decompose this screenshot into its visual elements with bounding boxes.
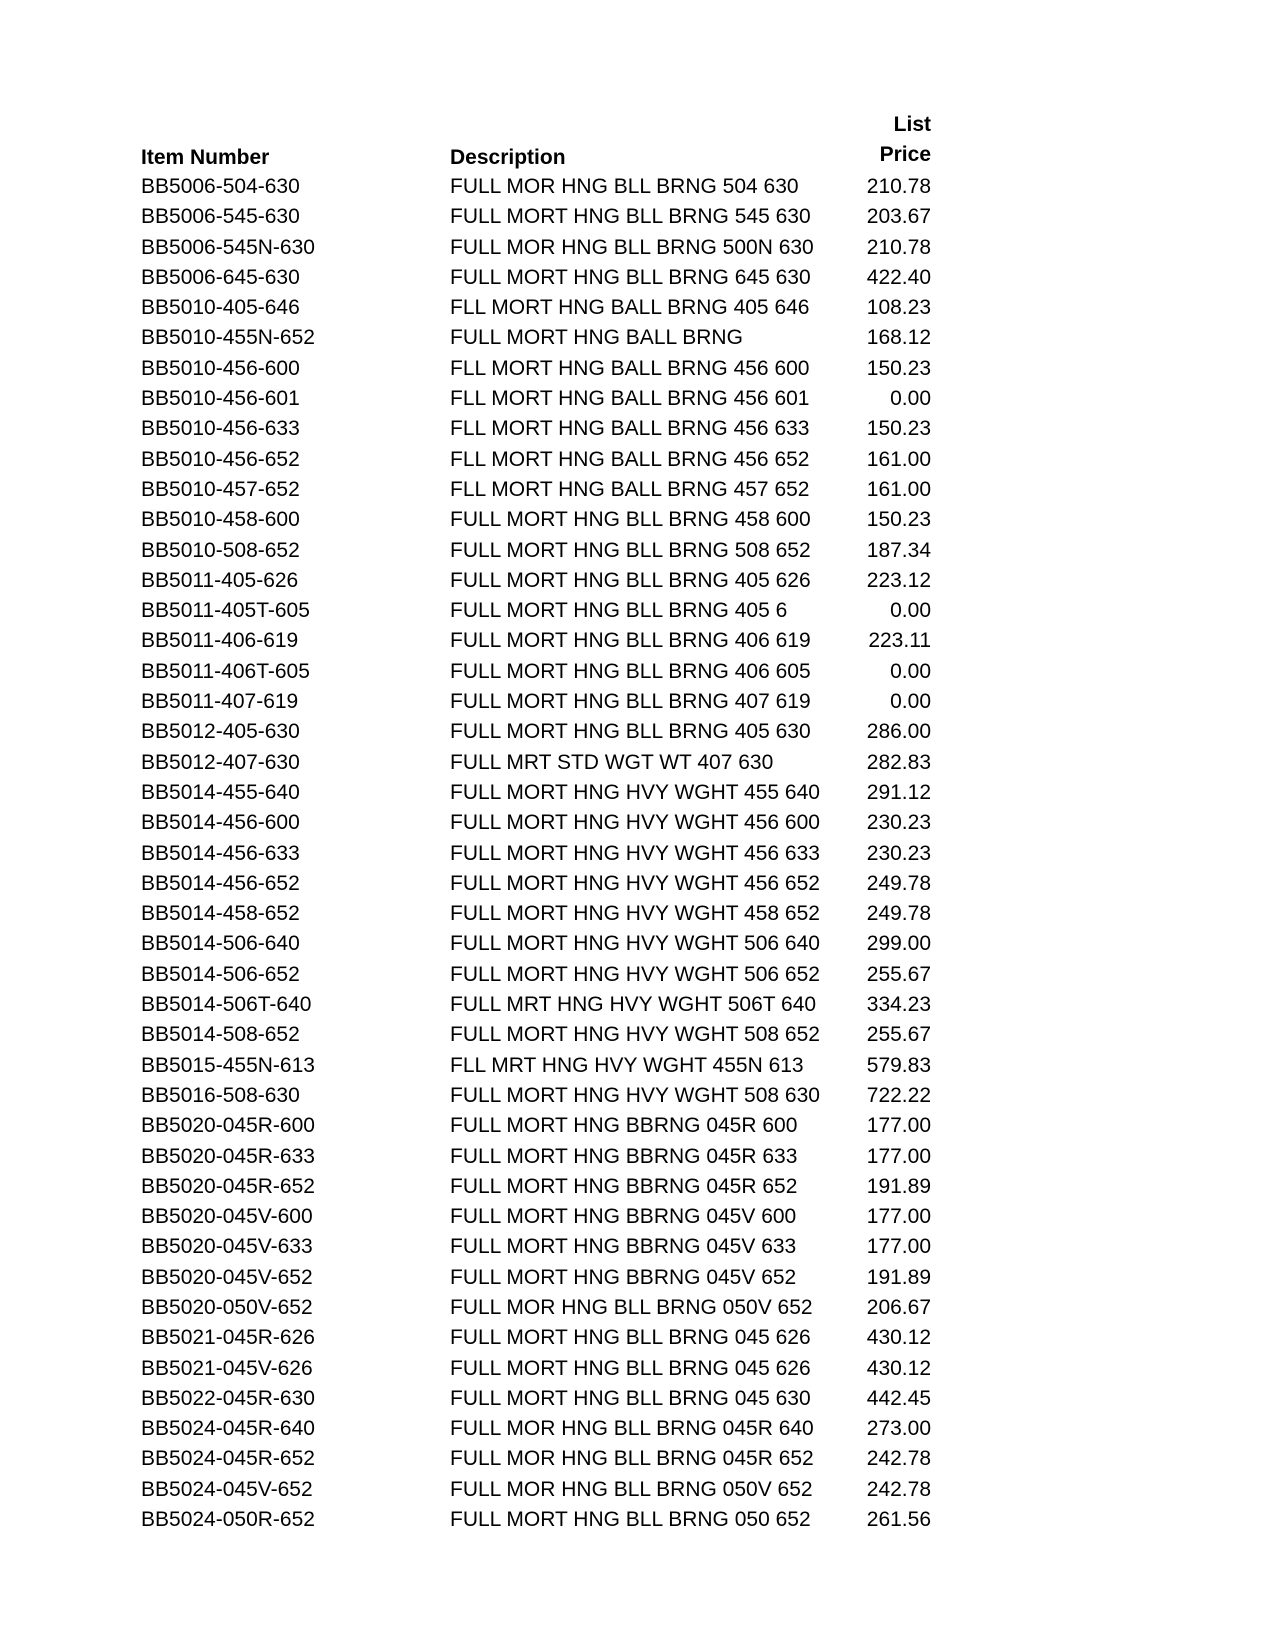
table-row xyxy=(141,566,931,596)
table-row xyxy=(141,1475,931,1505)
list-price-cell: 249.78 xyxy=(866,902,931,926)
item-number-cell: BB5006-545N-630 xyxy=(141,235,315,259)
item-number-cell: BB5020-045V-633 xyxy=(141,1235,313,1259)
item-number-cell: BB5011-406T-605 xyxy=(141,659,310,683)
item-number-cell: BB5010-456-652 xyxy=(141,447,300,471)
table-row xyxy=(141,354,931,384)
header-description: Description xyxy=(450,146,566,169)
description-cell: FULL MORT HNG HVY WGHT 458 652 xyxy=(450,902,820,926)
item-number-cell: BB5024-045R-640 xyxy=(141,1417,315,1441)
item-number-cell: BB5014-506-640 xyxy=(141,932,300,956)
description-cell: FULL MORT HNG BLL BRNG 050 652 xyxy=(450,1508,811,1532)
table-row xyxy=(141,839,931,869)
price-list-table xyxy=(141,112,931,1535)
description-cell: FLL MORT HNG BALL BRNG 457 652 xyxy=(450,477,810,501)
list-price-cell: 282.83 xyxy=(866,750,931,774)
description-cell: FULL MORT HNG HVY WGHT 508 630 xyxy=(450,1083,820,1107)
item-number-cell: BB5014-506-652 xyxy=(141,962,300,986)
list-price-cell: 177.00 xyxy=(866,1144,931,1168)
item-number-cell: BB5010-508-652 xyxy=(141,538,300,562)
table-row xyxy=(141,475,931,505)
table-header xyxy=(141,112,931,172)
item-number-cell: BB5014-456-633 xyxy=(141,841,300,865)
description-cell: FULL MORT HNG HVY WGHT 456 652 xyxy=(450,871,820,895)
description-cell: FULL MORT HNG BBRNG 045V 652 xyxy=(450,1265,797,1289)
description-cell: FULL MOR HNG BLL BRNG 500N 630 xyxy=(450,235,814,259)
item-number-cell: BB5012-407-630 xyxy=(141,750,300,774)
list-price-cell: 242.78 xyxy=(866,1447,931,1471)
list-price-cell: 150.23 xyxy=(866,417,931,441)
description-cell: FULL MRT HNG HVY WGHT 506T 640 xyxy=(450,993,817,1017)
item-number-cell: BB5014-508-652 xyxy=(141,1023,300,1047)
description-cell: FLL MORT HNG BALL BRNG 456 633 xyxy=(450,417,810,441)
description-cell: FULL MORT HNG BLL BRNG 508 652 xyxy=(450,538,811,562)
list-price-cell: 430.12 xyxy=(866,1326,931,1350)
table-row xyxy=(141,960,931,990)
table-row xyxy=(141,263,931,293)
table-row xyxy=(141,1111,931,1141)
table-row xyxy=(141,1142,931,1172)
list-price-cell: 150.23 xyxy=(866,356,931,380)
table-row xyxy=(141,1172,931,1202)
item-number-cell: BB5020-045V-652 xyxy=(141,1265,313,1289)
item-number-cell: BB5010-405-646 xyxy=(141,296,300,320)
list-price-cell: 177.00 xyxy=(866,1205,931,1229)
list-price-cell: 442.45 xyxy=(866,1386,931,1410)
header-item-number: Item Number xyxy=(141,146,270,169)
description-cell: FLL MORT HNG BALL BRNG 456 600 xyxy=(450,356,810,380)
table-row xyxy=(141,1051,931,1081)
description-cell: FULL MOR HNG BLL BRNG 050V 652 xyxy=(450,1295,813,1319)
table-row xyxy=(141,1384,931,1414)
description-cell: FULL MORT HNG BLL BRNG 405 626 xyxy=(450,568,811,592)
table-row xyxy=(141,717,931,747)
table-row xyxy=(141,323,931,353)
description-cell: FULL MORT HNG BLL BRNG 645 630 xyxy=(450,265,811,289)
description-cell: FULL MOR HNG BLL BRNG 050V 652 xyxy=(450,1477,813,1501)
description-cell: FULL MORT HNG BBRNG 045R 600 xyxy=(450,1114,798,1138)
table-row xyxy=(141,808,931,838)
item-number-cell: BB5010-456-633 xyxy=(141,417,300,441)
item-number-cell: BB5024-050R-652 xyxy=(141,1508,315,1532)
list-price-cell: 223.11 xyxy=(868,629,931,653)
description-cell: FULL MORT HNG HVY WGHT 506 640 xyxy=(450,932,820,956)
table-row xyxy=(141,687,931,717)
item-number-cell: BB5006-504-630 xyxy=(141,175,300,198)
list-price-cell: 177.00 xyxy=(866,1114,931,1138)
list-price-cell: 299.00 xyxy=(866,932,931,956)
item-number-cell: BB5014-506T-640 xyxy=(141,993,312,1017)
table-row xyxy=(141,748,931,778)
item-number-cell: BB5014-458-652 xyxy=(141,902,300,926)
description-cell: FLL MORT HNG BALL BRNG 456 652 xyxy=(450,447,810,471)
list-price-cell: 255.67 xyxy=(866,962,931,986)
list-price-cell: 242.78 xyxy=(866,1477,931,1501)
list-price-cell: 0.00 xyxy=(890,387,931,411)
list-price-cell: 191.89 xyxy=(866,1265,931,1289)
item-number-cell: BB5021-045V-626 xyxy=(141,1356,313,1380)
table-row xyxy=(141,1202,931,1232)
table-row xyxy=(141,1323,931,1353)
list-price-cell: 422.40 xyxy=(866,265,931,289)
item-number-cell: BB5011-405-626 xyxy=(141,568,299,592)
item-number-cell: BB5024-045V-652 xyxy=(141,1477,313,1501)
list-price-cell: 203.67 xyxy=(866,205,931,229)
list-price-cell: 286.00 xyxy=(866,720,931,744)
list-price-cell: 0.00 xyxy=(890,599,931,623)
list-price-cell: 206.67 xyxy=(866,1295,931,1319)
description-cell: FULL MORT HNG BLL BRNG 545 630 xyxy=(450,205,811,229)
item-number-cell: BB5014-456-652 xyxy=(141,871,300,895)
item-number-cell: BB5014-455-640 xyxy=(141,780,300,804)
description-cell: FULL MORT HNG HVY WGHT 506 652 xyxy=(450,962,820,986)
description-cell: FULL MORT HNG BBRNG 045R 652 xyxy=(450,1174,798,1198)
header-list-price xyxy=(811,110,931,170)
list-price-cell: 261.56 xyxy=(866,1508,931,1532)
item-number-cell: BB5020-045V-600 xyxy=(141,1205,313,1229)
list-price-cell: 177.00 xyxy=(866,1235,931,1259)
description-cell: FULL MORT HNG HVY WGHT 455 640 xyxy=(450,780,820,804)
table-row xyxy=(141,1414,931,1444)
description-cell: FULL MORT HNG BALL BRNG xyxy=(450,326,743,350)
description-cell: FULL MORT HNG BBRNG 045V 600 xyxy=(450,1205,797,1229)
table-row xyxy=(141,929,931,959)
item-number-cell: BB5010-456-600 xyxy=(141,356,300,380)
table-row xyxy=(141,505,931,535)
table-row xyxy=(141,596,931,626)
description-cell: FLL MORT HNG BALL BRNG 405 646 xyxy=(450,296,810,320)
list-price-cell: 249.78 xyxy=(866,871,931,895)
item-number-cell: BB5021-045R-626 xyxy=(141,1326,315,1350)
list-price-cell: 430.12 xyxy=(866,1356,931,1380)
item-number-cell: BB5020-045R-633 xyxy=(141,1144,315,1168)
description-cell: FLL MORT HNG BALL BRNG 456 601 xyxy=(450,387,810,411)
table-row xyxy=(141,1505,931,1535)
list-price-cell: 161.00 xyxy=(866,477,931,501)
list-price-cell: 150.23 xyxy=(866,508,931,532)
table-row xyxy=(141,233,931,263)
table-row xyxy=(141,293,931,323)
item-number-cell: BB5011-405T-605 xyxy=(141,599,310,623)
table-row xyxy=(141,1020,931,1050)
description-cell: FULL MORT HNG HVY WGHT 456 600 xyxy=(450,811,820,835)
table-row xyxy=(141,384,931,414)
description-cell: FULL MORT HNG BBRNG 045R 633 xyxy=(450,1144,798,1168)
header-list-price-line1: List xyxy=(893,113,931,136)
description-cell: FULL MORT HNG BLL BRNG 045 630 xyxy=(450,1386,811,1410)
description-cell: FULL MORT HNG BLL BRNG 405 630 xyxy=(450,720,811,744)
table-row xyxy=(141,778,931,808)
description-cell: FULL MORT HNG BLL BRNG 405 6 xyxy=(450,599,788,623)
item-number-cell: BB5020-050V-652 xyxy=(141,1295,313,1319)
description-cell: FULL MOR HNG BLL BRNG 045R 640 xyxy=(450,1417,814,1441)
item-number-cell: BB5010-458-600 xyxy=(141,508,300,532)
list-price-cell: 722.22 xyxy=(866,1083,931,1107)
list-price-cell: 223.12 xyxy=(866,568,931,592)
list-price-cell: 291.12 xyxy=(866,780,931,804)
description-cell: FULL MORT HNG HVY WGHT 456 633 xyxy=(450,841,820,865)
item-number-cell: BB5006-645-630 xyxy=(141,265,300,289)
list-price-cell: 230.23 xyxy=(866,811,931,835)
item-number-cell: BB5011-407-619 xyxy=(141,690,299,714)
table-row xyxy=(141,536,931,566)
description-cell: FULL MORT HNG BLL BRNG 406 619 xyxy=(450,629,811,653)
list-price-cell: 108.23 xyxy=(866,296,931,320)
list-price-cell: 230.23 xyxy=(866,841,931,865)
table-body xyxy=(141,172,931,1535)
list-price-cell: 0.00 xyxy=(890,690,931,714)
list-price-cell: 334.23 xyxy=(866,993,931,1017)
list-price-cell: 579.83 xyxy=(866,1053,931,1077)
description-cell: FULL MORT HNG BLL BRNG 045 626 xyxy=(450,1326,811,1350)
list-price-cell: 187.34 xyxy=(866,538,931,562)
item-number-cell: BB5011-406-619 xyxy=(141,629,299,653)
description-cell: FULL MORT HNG BLL BRNG 458 600 xyxy=(450,508,811,532)
list-price-cell: 273.00 xyxy=(866,1417,931,1441)
item-number-cell: BB5006-545-630 xyxy=(141,205,300,229)
item-number-cell: BB5014-456-600 xyxy=(141,811,300,835)
item-number-cell: BB5012-405-630 xyxy=(141,720,300,744)
table-row xyxy=(141,1293,931,1323)
item-number-cell: BB5010-457-652 xyxy=(141,477,300,501)
table-row xyxy=(141,869,931,899)
item-number-cell: BB5022-045R-630 xyxy=(141,1386,315,1410)
item-number-cell: BB5020-045R-600 xyxy=(141,1114,315,1138)
table-row xyxy=(141,414,931,444)
description-cell: FULL MOR HNG BLL BRNG 504 630 xyxy=(450,175,799,198)
description-cell: FULL MORT HNG HVY WGHT 508 652 xyxy=(450,1023,820,1047)
table-row xyxy=(141,172,931,202)
header-list-price-line2: Price xyxy=(879,143,931,166)
table-row xyxy=(141,1444,931,1474)
table-row xyxy=(141,1354,931,1384)
table-row xyxy=(141,202,931,232)
description-cell: FULL MORT HNG BBRNG 045V 633 xyxy=(450,1235,797,1259)
item-number-cell: BB5020-045R-652 xyxy=(141,1174,315,1198)
list-price-cell: 210.78 xyxy=(866,235,931,259)
table-row xyxy=(141,899,931,929)
list-price-cell: 161.00 xyxy=(866,447,931,471)
description-cell: FLL MRT HNG HVY WGHT 455N 613 xyxy=(450,1053,804,1077)
description-cell: FULL MORT HNG BLL BRNG 045 626 xyxy=(450,1356,811,1380)
item-number-cell: BB5015-455N-613 xyxy=(141,1053,315,1077)
item-number-cell: BB5024-045R-652 xyxy=(141,1447,315,1471)
description-cell: FULL MOR HNG BLL BRNG 045R 652 xyxy=(450,1447,814,1471)
list-price-cell: 255.67 xyxy=(866,1023,931,1047)
list-price-cell: 210.78 xyxy=(866,175,931,198)
table-row xyxy=(141,1081,931,1111)
description-cell: FULL MORT HNG BLL BRNG 406 605 xyxy=(450,659,811,683)
table-row xyxy=(141,990,931,1020)
item-number-cell: BB5010-456-601 xyxy=(141,387,300,411)
table-row xyxy=(141,1263,931,1293)
description-cell: FULL MORT HNG BLL BRNG 407 619 xyxy=(450,690,811,714)
item-number-cell: BB5016-508-630 xyxy=(141,1083,300,1107)
table-row xyxy=(141,657,931,687)
table-row xyxy=(141,445,931,475)
item-number-cell: BB5010-455N-652 xyxy=(141,326,315,350)
table-row xyxy=(141,1232,931,1262)
list-price-cell: 0.00 xyxy=(890,659,931,683)
description-cell: FULL MRT STD WGT WT 407 630 xyxy=(450,750,774,774)
list-price-cell: 191.89 xyxy=(866,1174,931,1198)
table-row xyxy=(141,626,931,656)
list-price-cell: 168.12 xyxy=(866,326,931,350)
